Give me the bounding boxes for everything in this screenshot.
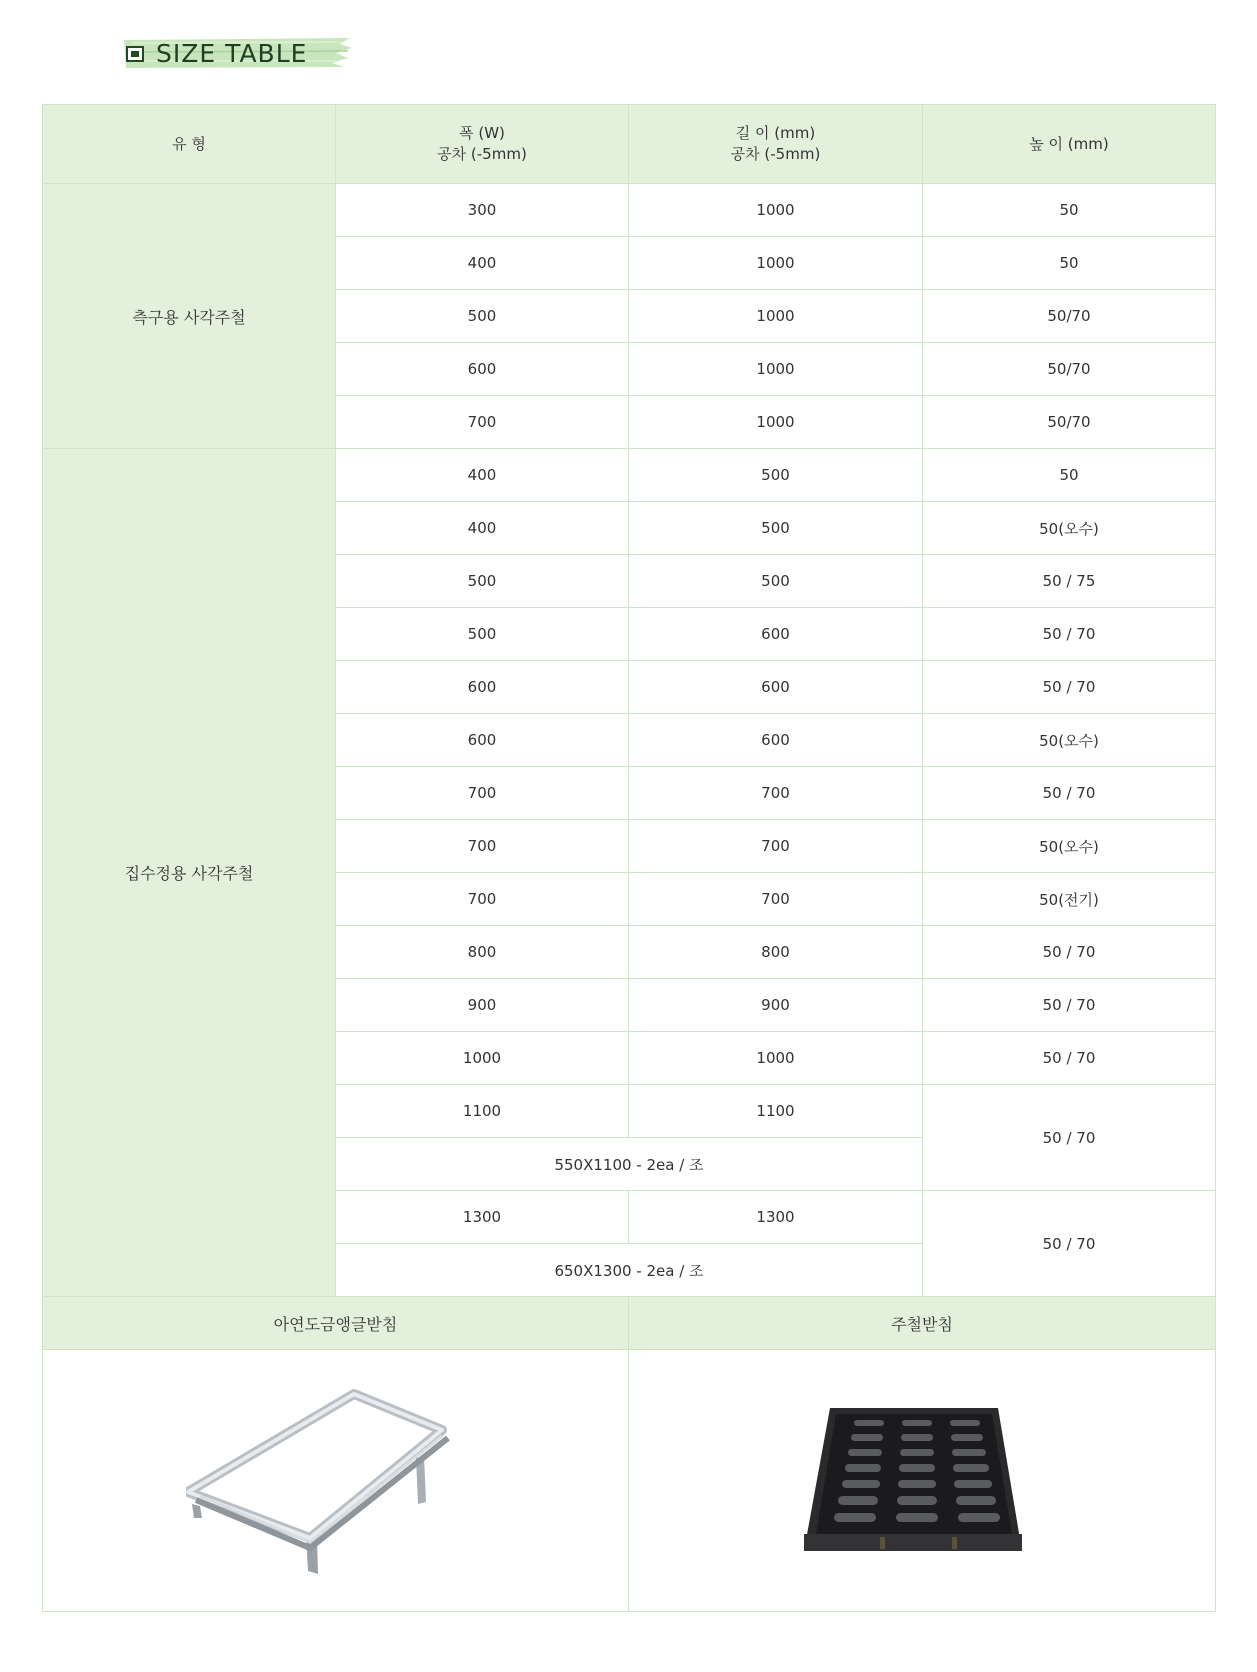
height-cell: 50(오수): [923, 502, 1216, 555]
square-bullet-icon: [126, 46, 144, 62]
length-cell: 1000: [629, 290, 923, 343]
product-label-row: [43, 1297, 1216, 1350]
length-cell: 600: [629, 661, 923, 714]
width-cell: 400: [336, 237, 629, 290]
header-type: [43, 105, 336, 184]
width-cell: 600: [336, 661, 629, 714]
width-cell: 400: [336, 502, 629, 555]
height-cell: 50 / 70: [923, 979, 1216, 1032]
section-title: [122, 34, 354, 72]
length-cell: 1000: [629, 1032, 923, 1085]
height-cell: 50 / 70: [923, 661, 1216, 714]
length-cell: 600: [629, 608, 923, 661]
width-cell: 400: [336, 449, 629, 502]
length-cell: 1000: [629, 396, 923, 449]
length-cell: 1100: [629, 1085, 923, 1138]
product-image-cell-right: [629, 1350, 1216, 1612]
product-image-cell-left: [43, 1350, 629, 1612]
width-cell: 800: [336, 926, 629, 979]
length-cell: 1000: [629, 237, 923, 290]
header-width: [336, 105, 629, 184]
length-cell: 700: [629, 767, 923, 820]
height-cell: 50/70: [923, 290, 1216, 343]
height-cell: 50 / 70: [923, 1032, 1216, 1085]
width-cell: 700: [336, 873, 629, 926]
header-width-tolerance: 공차 (-5mm): [437, 145, 527, 163]
length-cell: 900: [629, 979, 923, 1032]
length-cell: 1000: [629, 184, 923, 237]
header-length: [629, 105, 923, 184]
header-height-label: 높 이 (mm): [1029, 134, 1109, 153]
header-length-label: 길 이 (mm): [735, 124, 816, 142]
height-cell: 50 / 75: [923, 555, 1216, 608]
product-label-right: 주철받침: [629, 1297, 1216, 1350]
length-cell: 1300: [629, 1191, 923, 1244]
table-header-row: [43, 105, 1216, 184]
height-cell: 50 / 70: [923, 926, 1216, 979]
length-cell: 500: [629, 449, 923, 502]
height-cell: 50: [923, 184, 1216, 237]
width-cell: 700: [336, 767, 629, 820]
width-cell: 300: [336, 184, 629, 237]
height-cell: 50(오수): [923, 714, 1216, 767]
width-cell: 1300: [336, 1191, 629, 1244]
header-height: [923, 105, 1216, 184]
title-text: SIZE TABLE: [156, 39, 308, 68]
width-cell: 500: [336, 555, 629, 608]
width-cell: 600: [336, 343, 629, 396]
length-cell: 600: [629, 714, 923, 767]
length-cell: 1000: [629, 343, 923, 396]
product-label-left: 아연도금앵글받침: [43, 1297, 629, 1350]
height-cell: 50 / 70: [923, 767, 1216, 820]
width-cell: 700: [336, 820, 629, 873]
width-cell: 700: [336, 396, 629, 449]
length-cell: 800: [629, 926, 923, 979]
width-cell: 500: [336, 608, 629, 661]
width-cell: 1000: [336, 1032, 629, 1085]
width-cell: 600: [336, 714, 629, 767]
split-note-cell: 650X1300 - 2ea / 조: [336, 1244, 923, 1297]
height-cell: 50(전기): [923, 873, 1216, 926]
height-cell: 50/70: [923, 396, 1216, 449]
height-cell: 50: [923, 449, 1216, 502]
split-note-cell: 550X1100 - 2ea / 조: [336, 1138, 923, 1191]
height-cell: 50 / 70: [923, 1085, 1216, 1191]
table-row: [43, 184, 1216, 237]
height-cell: 50(오수): [923, 820, 1216, 873]
height-cell: 50/70: [923, 343, 1216, 396]
height-cell: 50 / 70: [923, 1191, 1216, 1297]
length-cell: 700: [629, 820, 923, 873]
cast-iron-grate-frame-image: [802, 1406, 1042, 1556]
table-row: [43, 449, 1216, 502]
type-cell: 측구용 사각주철: [43, 184, 336, 449]
header-length-tolerance: 공차 (-5mm): [730, 145, 821, 163]
length-cell: 500: [629, 555, 923, 608]
width-cell: 500: [336, 290, 629, 343]
product-image-row: [43, 1350, 1216, 1612]
height-cell: 50 / 70: [923, 608, 1216, 661]
width-cell: 1100: [336, 1085, 629, 1138]
header-width-label: 폭 (W): [459, 124, 505, 142]
header-type-label: 유 형: [172, 134, 206, 153]
length-cell: 500: [629, 502, 923, 555]
size-table: [42, 104, 1216, 1612]
height-cell: 50: [923, 237, 1216, 290]
width-cell: 900: [336, 979, 629, 1032]
type-cell: 집수정용 사각주철: [43, 449, 336, 1297]
galvanized-angle-frame-image: [186, 1386, 486, 1576]
length-cell: 700: [629, 873, 923, 926]
